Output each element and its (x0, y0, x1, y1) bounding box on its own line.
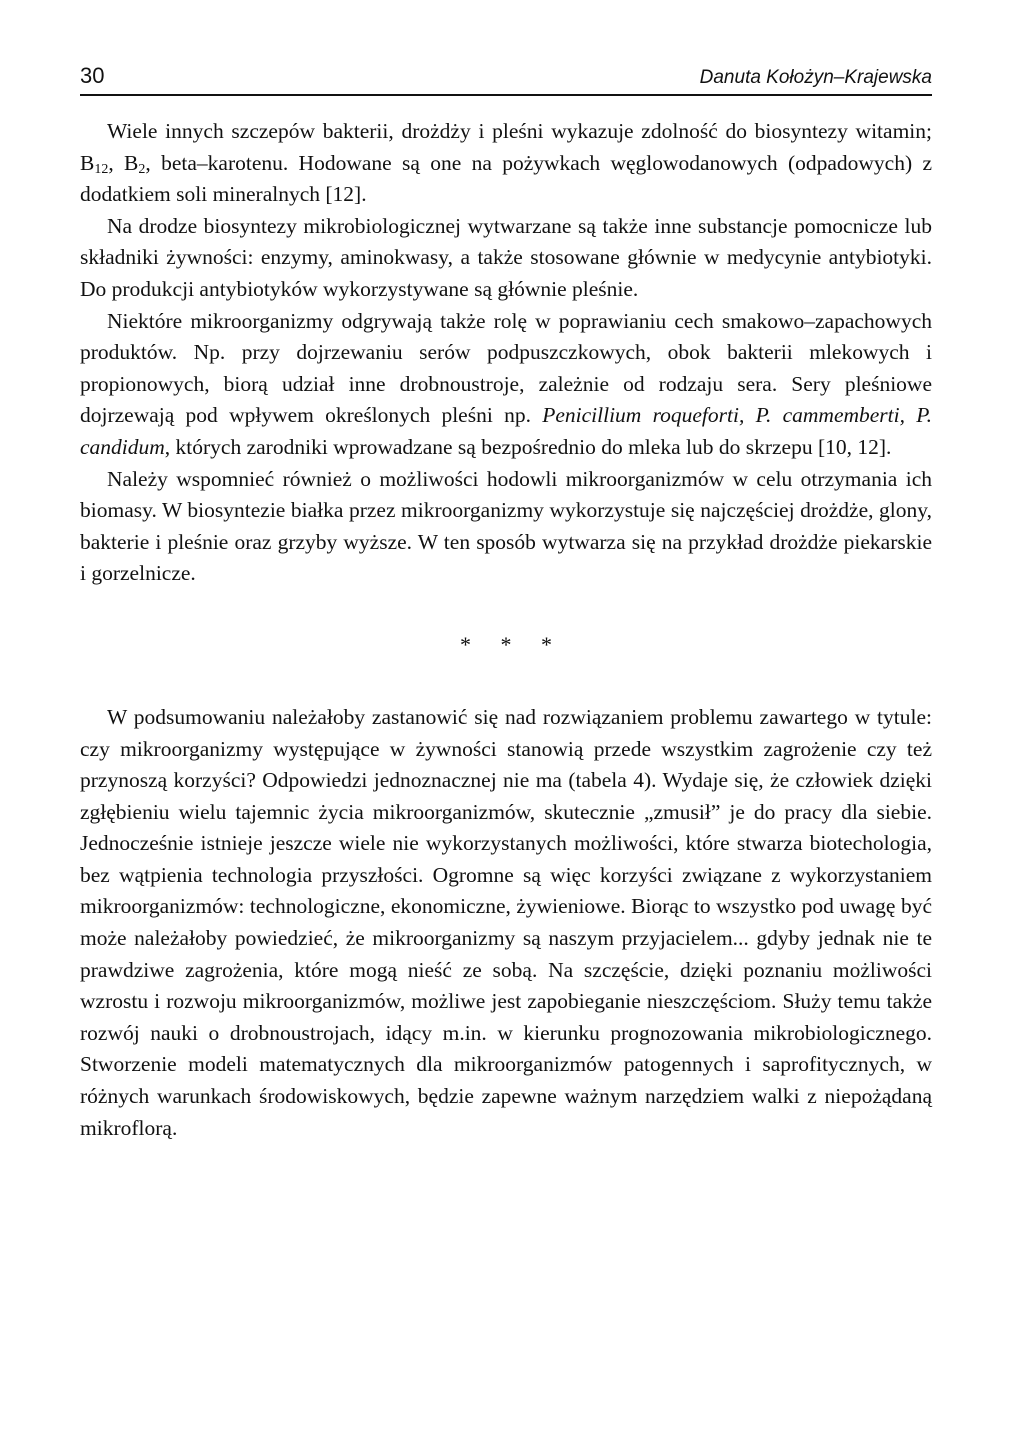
body-text (80, 116, 932, 1144)
page-number: 30 (80, 63, 105, 88)
subscript: 2 (138, 161, 146, 177)
paragraph-microbial-biosynthesis: Na drodze biosyntezy mikrobiologicznej wytwarzane są także inne substancje pomocnicze lub składniki żywności: enzymy, aminokwasy, a także stosowane głównie w medycynie antybiotyki. Do produkcji antybiotyków wykorzystywane są głównie pleśnie. (80, 213, 932, 301)
paragraph-vitamin-biosynthesis (80, 116, 932, 211)
section-separator: * * * (460, 631, 564, 657)
paragraph-biomass: Należy wspomnieć również o możliwości hodowli mikroorganizmów w celu otrzymania ich biomasy. W biosyntezie białka przez mikroorganizmy wykorzystuje się najczęściej drożdże, glony, bakterie i pleśnie oraz grzyby wyższe. W ten sposób wytwarza się na przykład drożdże piekarskie i gorzelnicze. (80, 466, 932, 586)
running-head (80, 62, 932, 96)
species-names: Penicillium roqueforti, P. cammemberti, P. candidum (80, 403, 932, 459)
paragraph-text: , beta–karotenu. Hodowane są one na pożywkach węglowodanowych (odpadowych) z dodatkiem soli mineralnych [12]. (80, 150, 932, 207)
page (80, 62, 932, 1144)
paragraph-text: , B (108, 150, 139, 175)
subscript: 12 (94, 161, 109, 177)
paragraph-text: , których zarodniki wprowadzane są bezpośrednio do mleka lub do skrzepu [10, 12]. (164, 434, 892, 459)
paragraph-summary: W podsumowaniu należałoby zastanowić się nad rozwiązaniem problemu zawartego w tytule: czy mikroorganizmy występujące w żywności stanowią przede wszystkim zagrożenie czy też przynoszą korzyści? Odpowiedzi jednoznacznej nie ma (tabela 4). Wydaje się, że człowiek dzięki zgłębieniu wielu tajemnic życia mikroorganizmów, skutecznie „zmusił” je do pracy dla siebie. Jednocześnie istnieje jeszcze wiele nie wykorzystanych możliwości, które stwarza biotechologia, bez wątpienia technologia przyszłości. Ogromne są więc korzyści związane z wykorzystaniem mikroorganizmów: technologiczne, ekonomiczne, żywieniowe. Biorąc to wszystko pod uwagę być może należałoby powiedzieć, że mikroorganizmy są naszym przyjacielem... gdyby jednak nie te prawdziwe zagrożenia, które mogą nieść ze sobą. Na szczęście, dzięki poznaniu możliwości wzrostu i rozwoju mikroorganizmów, możliwe jest zapobieganie nieszczęściom. Służy temu także rozwój nauki o drobnoustrojach, idący m.in. w kierunku prognozowania mikrobiologicznego. Stworzenie modeli matematycznych dla mikroorganizmów patogennych i saprofitycznych, w różnych warunkach środowiskowych, będzie zapewne ważnym narzędziem walki z niepożądaną mikroflorą. (80, 704, 932, 1140)
paragraph-flavour-ripening (80, 306, 932, 464)
paragraph-text: Wiele innych szczepów bakterii, drożdży i pleśni wykazuje zdolność do biosyntezy witamin; B (80, 119, 932, 175)
running-head-author: Danuta Kołożyn–Krajewska (699, 67, 932, 88)
paragraph-text: Niektóre mikroorganizmy odgrywają także rolę w poprawianiu cech smakowo–zapachowych produktów. Np. przy dojrzewaniu serów podpuszczkowych, obok bakterii mlekowych i propionowych, biorą udział inne drobnoustroje, zależnie od rodzaju sera. Sery pleśniowe dojrzewają pod wpływem określonych pleśni np. (80, 308, 932, 428)
